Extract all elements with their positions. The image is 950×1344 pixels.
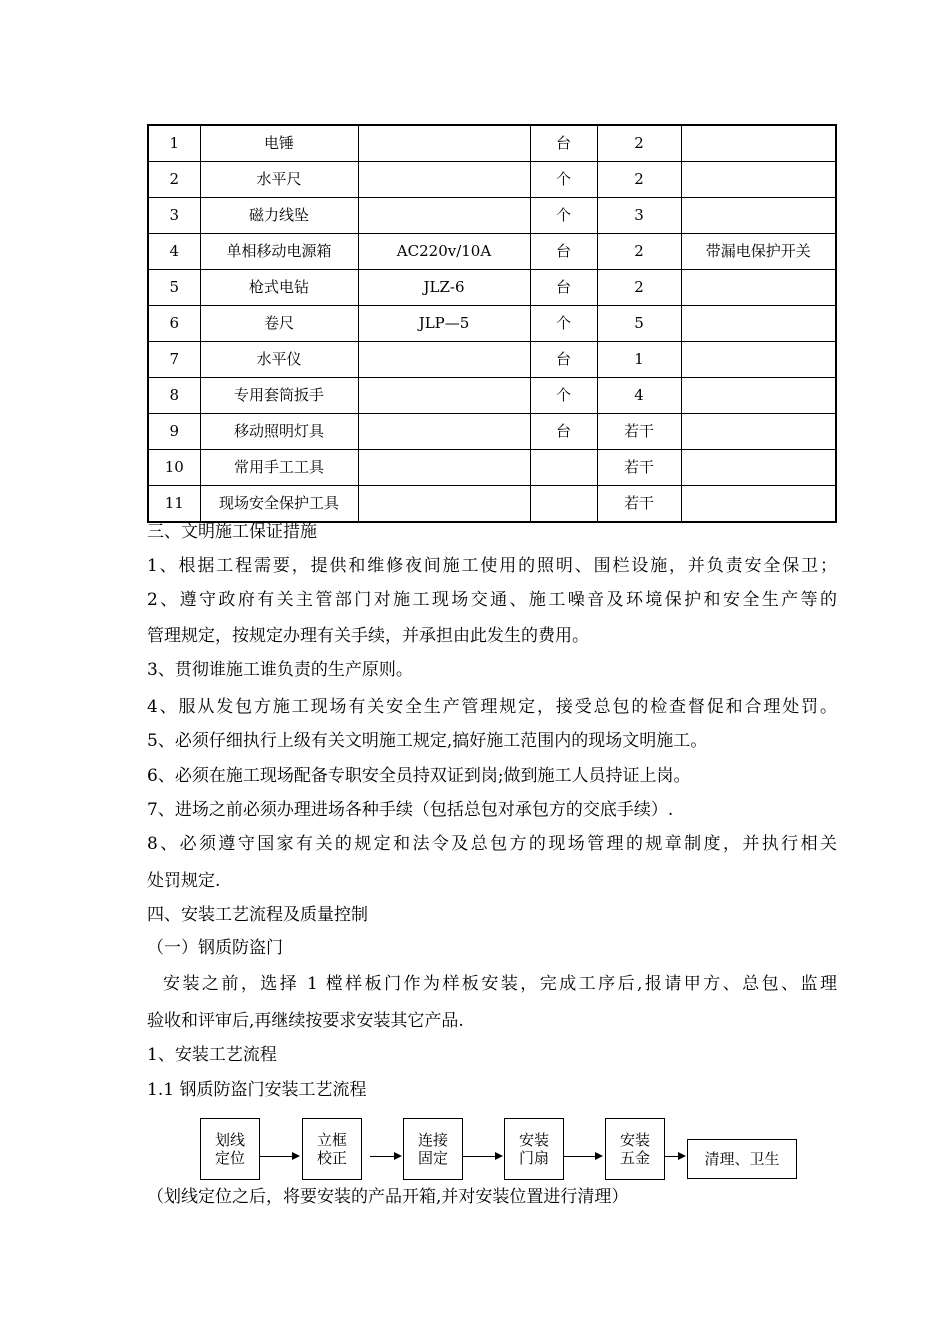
flow-arrow-3 (463, 1156, 497, 1157)
flow-step-1-label-2: 定位 (214, 1149, 245, 1167)
table-cell-unit: 台 (530, 414, 597, 450)
flow-arrow-2-head (394, 1152, 402, 1160)
table-cell-unit: 个 (530, 198, 597, 234)
section3-item-7: 7、进场之前必须办理进场各种手续（包括总包对承包方的交底手续）. (147, 800, 674, 820)
table-cell-qty: 若干 (597, 450, 681, 486)
table-row (148, 234, 836, 270)
flow-step-4-label-2: 门扇 (518, 1149, 549, 1167)
flow-step-5-label-2: 五金 (619, 1149, 650, 1167)
table-cell-unit: 台 (530, 125, 597, 162)
table-cell-name: 卷尺 (200, 306, 358, 342)
table-cell-name: 水平仪 (200, 342, 358, 378)
table-cell-qty: 2 (597, 270, 681, 306)
section4-para1-line1: 安装之前，选择 1 樘样板门作为样板安装，完成工序后,报请甲方、总包、监理 (163, 974, 837, 994)
flow-step-5-label-1: 安装 (619, 1131, 650, 1149)
table-cell-no: 9 (148, 414, 200, 450)
table-cell-name: 现场安全保护工具 (200, 486, 358, 523)
table-cell-qty: 若干 (597, 486, 681, 523)
section3-item-8-cont: 处罚规定. (147, 871, 221, 891)
table-cell-spec (358, 162, 530, 198)
table-row (148, 198, 836, 234)
table-cell-unit: 台 (530, 342, 597, 378)
table-cell-no: 6 (148, 306, 200, 342)
table-cell-no: 10 (148, 450, 200, 486)
table-cell-qty: 2 (597, 125, 681, 162)
table-cell-note (681, 450, 836, 486)
table-cell-spec: JLP—5 (358, 306, 530, 342)
table-cell-unit (530, 450, 597, 486)
flow-step-2-label-1: 立框 (316, 1131, 347, 1149)
table-cell-no: 3 (148, 198, 200, 234)
flow-step-2-label-2: 校正 (316, 1149, 347, 1167)
flow-arrow-3-head (495, 1152, 503, 1160)
table-cell-no: 2 (148, 162, 200, 198)
table-row (148, 270, 836, 306)
table-cell-spec: JLZ-6 (358, 270, 530, 306)
table-cell-qty: 2 (597, 234, 681, 270)
table-cell-spec (358, 450, 530, 486)
section3-item-3: 3、贯彻谁施工谁负责的生产原则。 (147, 660, 413, 680)
table-cell-spec (358, 198, 530, 234)
table-cell-note (681, 414, 836, 450)
table-cell-name: 磁力线坠 (200, 198, 358, 234)
flow-step-install-hardware (605, 1118, 665, 1180)
flow-step-erect-frame (302, 1118, 362, 1180)
table-cell-note (681, 342, 836, 378)
table-row (148, 306, 836, 342)
table-cell-qty: 若干 (597, 414, 681, 450)
flow-arrow-4 (564, 1156, 597, 1157)
flow-step-mark-position (200, 1118, 260, 1180)
table-cell-name: 电锤 (200, 125, 358, 162)
table-cell-note (681, 270, 836, 306)
section3-item-6: 6、必须在施工现场配备专职安全员持双证到岗;做到施工人员持证上岗。 (147, 766, 691, 786)
table-cell-name: 水平尺 (200, 162, 358, 198)
section3-heading: 三、文明施工保证措施 (147, 522, 317, 542)
flow-arrow-2 (370, 1156, 396, 1157)
flow-step-6-label: 清理、卫生 (704, 1150, 780, 1168)
equipment-table (147, 124, 837, 523)
flow-step-cleanup (687, 1139, 797, 1179)
section4-heading: 四、安装工艺流程及质量控制 (147, 905, 368, 925)
table-cell-no: 7 (148, 342, 200, 378)
flow-arrow-4-head (595, 1152, 603, 1160)
equipment-table-body (148, 125, 836, 522)
flow-step-connect-fix (403, 1118, 463, 1180)
section3-item-2: 2、遵守政府有关主管部门对施工现场交通、施工噪音及环境保护和安全生产等的 (147, 590, 837, 610)
table-cell-spec (358, 414, 530, 450)
table-cell-no: 5 (148, 270, 200, 306)
flow-step-3-label-2: 固定 (417, 1149, 448, 1167)
table-cell-note (681, 125, 836, 162)
flow-arrow-1 (260, 1156, 294, 1157)
flow-heading: 1、安装工艺流程 (147, 1045, 277, 1065)
table-row (148, 378, 836, 414)
flow-arrow-5 (665, 1156, 680, 1157)
table-cell-qty: 3 (597, 198, 681, 234)
table-cell-no: 8 (148, 378, 200, 414)
table-cell-name: 单相移动电源箱 (200, 234, 358, 270)
section3-item-4: 4、服从发包方施工现场有关安全生产管理规定，接受总包的检查督促和合理处罚。 (147, 697, 837, 717)
table-cell-qty: 5 (597, 306, 681, 342)
table-cell-unit: 台 (530, 270, 597, 306)
table-cell-no: 1 (148, 125, 200, 162)
table-cell-spec (358, 378, 530, 414)
section3-item-1: 1、根据工程需要，提供和维修夜间施工使用的照明、围栏设施，并负责安全保卫； (147, 556, 837, 576)
section3-item-8: 8、必须遵守国家有关的规定和法令及总包方的现场管理的规章制度，并执行相关 (147, 834, 837, 854)
table-cell-unit: 个 (530, 306, 597, 342)
flow-note: （划线定位之后，将要安装的产品开箱,并对安装位置进行清理） (147, 1187, 629, 1207)
section3-item-5: 5、必须仔细执行上级有关文明施工规定,搞好施工范围内的现场文明施工。 (147, 731, 708, 751)
table-row (148, 162, 836, 198)
table-cell-note (681, 198, 836, 234)
table-cell-unit: 个 (530, 162, 597, 198)
table-cell-unit: 个 (530, 378, 597, 414)
table-row (148, 125, 836, 162)
table-cell-note (681, 486, 836, 523)
table-row (148, 342, 836, 378)
table-cell-qty: 2 (597, 162, 681, 198)
table-row (148, 414, 836, 450)
flow-step-4-label-1: 安装 (518, 1131, 549, 1149)
flow-arrow-5-head (678, 1152, 686, 1160)
table-cell-name: 移动照明灯具 (200, 414, 358, 450)
table-cell-qty: 1 (597, 342, 681, 378)
table-cell-no: 11 (148, 486, 200, 523)
flow-step-install-leaf (504, 1118, 564, 1180)
flow-step-3-label-1: 连接 (417, 1131, 448, 1149)
table-cell-spec (358, 125, 530, 162)
table-cell-name: 常用手工工具 (200, 450, 358, 486)
section4-para1-line2: 验收和评审后,再继续按要求安装其它产品. (147, 1011, 464, 1031)
table-row (148, 450, 836, 486)
table-cell-name: 枪式电钻 (200, 270, 358, 306)
table-cell-spec: AC220v/10A (358, 234, 530, 270)
table-cell-name: 专用套筒扳手 (200, 378, 358, 414)
flow-step-1-label-1: 划线 (214, 1131, 245, 1149)
table-cell-note: 带漏电保护开关 (681, 234, 836, 270)
table-cell-spec (358, 486, 530, 523)
flow-subheading: 1.1 钢质防盗门安装工艺流程 (147, 1080, 367, 1100)
table-cell-note (681, 162, 836, 198)
table-cell-spec (358, 342, 530, 378)
table-cell-note (681, 306, 836, 342)
table-cell-qty: 4 (597, 378, 681, 414)
table-cell-no: 4 (148, 234, 200, 270)
table-cell-unit (530, 486, 597, 523)
section4-sub-steel-door: （一）钢质防盗门 (147, 938, 283, 958)
section3-item-2-cont: 管理规定，按规定办理有关手续，并承担由此发生的费用。 (147, 626, 589, 646)
flow-arrow-1-head (292, 1152, 300, 1160)
table-cell-unit: 台 (530, 234, 597, 270)
table-cell-note (681, 378, 836, 414)
table-row (148, 486, 836, 523)
